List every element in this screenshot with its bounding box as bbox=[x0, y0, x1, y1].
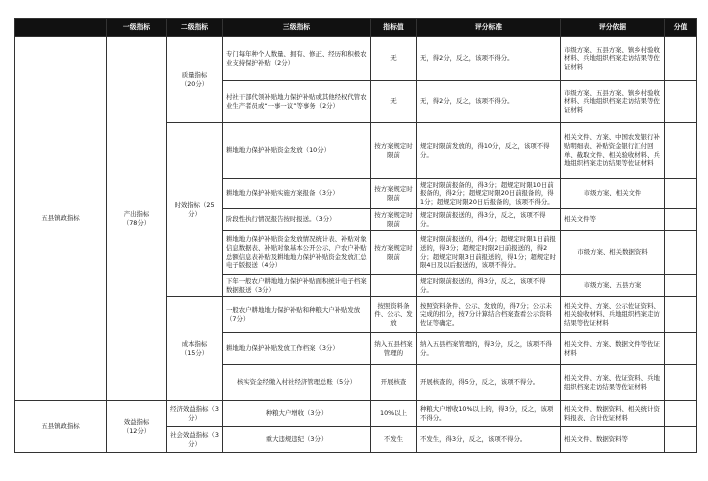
indicator-cell: 下年一般农户耕地地力保护补贴面积统计电子档案数据报送（3分） bbox=[223, 275, 371, 297]
value-cell: 开展核查 bbox=[371, 365, 417, 401]
indicator-cell: 一般农户耕地地力保护补贴和种粮大户补贴发放（7分） bbox=[223, 297, 371, 333]
indicator-cell: 核实资金经缴入村社经济管理总账（5分） bbox=[223, 365, 371, 401]
basis-cell: 相关文件、方案、公示佐证资料、相关验收材料、兵地组织档案走访结果等佐证材料 bbox=[561, 297, 665, 333]
header-level2: 二级指标 bbox=[167, 19, 223, 37]
level2-cell: 成本指标 （15分） bbox=[167, 297, 223, 401]
header-level1: 一级指标 bbox=[107, 19, 167, 37]
score-cell bbox=[665, 297, 697, 333]
value-cell: 按方案规定时限前 bbox=[371, 209, 417, 231]
value-cell: 按方案规定时限前 bbox=[371, 123, 417, 179]
indicator-cell: 耕地地力保护补贴实施方案报备（3分） bbox=[223, 179, 371, 209]
header-standard: 评分标准 bbox=[417, 19, 561, 37]
header-score: 分值 bbox=[665, 19, 697, 37]
basis-cell: 相关文件、方案、佐证资料、兵地组织档案走访结果等佐证材料 bbox=[561, 365, 665, 401]
indicator-cell: 耕地地力保护补贴资金发放情况统计表、补贴对象信息数据表、补贴对象基本公开公示、户农户补贴总额信息表补贴及耕地地力保护补贴资金发放汇总电子版报送（4分） bbox=[223, 231, 371, 275]
standard-cell: 规定时限前报送的，得3分，反之，该项不得分。 bbox=[417, 275, 561, 297]
table-row bbox=[15, 401, 697, 427]
score-cell bbox=[665, 209, 697, 231]
score-cell bbox=[665, 275, 697, 297]
header-basis: 评分依据 bbox=[561, 19, 665, 37]
value-cell: 按方案规定时限前 bbox=[371, 179, 417, 209]
value-cell: 无 bbox=[371, 81, 417, 123]
score-cell bbox=[665, 427, 697, 453]
indicator-cell: 村社干部代领补贴地力保护补贴或其他经权代管农业生产者员或“一事一议”等事务（2分） bbox=[223, 81, 371, 123]
score-cell bbox=[665, 231, 697, 275]
basis-cell: 市级方案、相关数据资料 bbox=[561, 231, 665, 275]
standard-cell: 种粮大户增收10%以上的，得3分，反之，该项不得分。 bbox=[417, 401, 561, 427]
basis-cell: 市级方案、五县方案、镇乡村验收材料、兵地组织档案走访结果等佐证材料 bbox=[561, 81, 665, 123]
value-cell: 不发生 bbox=[371, 427, 417, 453]
indicator-cell: 重大违规违纪（3分） bbox=[223, 427, 371, 453]
basis-cell: 相关文件、数据资料等 bbox=[561, 427, 665, 453]
header-cell-blank bbox=[15, 19, 107, 37]
score-cell bbox=[665, 333, 697, 365]
performance-indicator-table bbox=[14, 18, 697, 453]
header-value: 指标值 bbox=[371, 19, 417, 37]
score-cell bbox=[665, 179, 697, 209]
indicator-cell: 专门每年种个人数量、拥有、修正、经历和积极农业支持保护补贴（2分） bbox=[223, 37, 371, 81]
basis-cell: 相关文件、方案、数据文件等佐证材料 bbox=[561, 333, 665, 365]
standard-cell: 无，得2分，反之，该项不得分。 bbox=[417, 37, 561, 81]
score-cell bbox=[665, 365, 697, 401]
area-cell: 五县镇政指标 bbox=[15, 37, 107, 401]
level2-cell: 时效指标（25分） bbox=[167, 123, 223, 297]
value-cell: 按方案规定时限前 bbox=[371, 231, 417, 275]
indicator-cell: 耕地地力保护补贴发放工作档案（3分） bbox=[223, 333, 371, 365]
score-cell bbox=[665, 81, 697, 123]
basis-cell: 相关文件、数据资料、相关统计资料报表、合计佐证材料 bbox=[561, 401, 665, 427]
standard-cell: 规定时限前发放的，得10分，反之，该项不得分。 bbox=[417, 123, 561, 179]
table-row bbox=[15, 37, 697, 81]
basis-cell: 市级方案、五县方案、镇乡村验收材料、兵地组织档案走访结果等佐证材料 bbox=[561, 37, 665, 81]
basis-cell: 市级方案、五县方案 bbox=[561, 275, 665, 297]
score-cell bbox=[665, 37, 697, 81]
level2-cell: 质量指标 （20分） bbox=[167, 37, 223, 123]
indicator-cell: 种粮大户增收（3分） bbox=[223, 401, 371, 427]
value-cell bbox=[371, 275, 417, 297]
level1-cell: 产出指标 （78分） bbox=[107, 37, 167, 401]
value-cell: 纳入五县档案管理的 bbox=[371, 333, 417, 365]
score-cell bbox=[665, 401, 697, 427]
header-row bbox=[15, 19, 697, 37]
indicator-cell: 阶段性执行情况报告按时报送。（3分） bbox=[223, 209, 371, 231]
standard-cell: 开展核查的，得5分，反之，该项不得分。 bbox=[417, 365, 561, 401]
standard-cell: 规定时限前报备的，得3分；超规定时限10日前报备的，得2分；超规定时限20日前报备的，得1分；超规定时限20日后报备的，该项不得分。 bbox=[417, 179, 561, 209]
level2-cell: 经济效益指标（3分） bbox=[167, 401, 223, 427]
indicator-cell: 耕地地力保护补贴资金发放（10分） bbox=[223, 123, 371, 179]
level1-cell: 效益指标 （12分） bbox=[107, 401, 167, 453]
value-cell: 10%以上 bbox=[371, 401, 417, 427]
standard-cell: 纳入五县档案管理的，得3分，反之，该项不得分。 bbox=[417, 333, 561, 365]
header-level3: 三级指标 bbox=[223, 19, 371, 37]
basis-cell: 相关文件等 bbox=[561, 209, 665, 231]
standard-cell: 规定时限前报送的，得4分；超规定时限1日前报送的，得3分；超规定时限2日前报送的，得2分；超规定时限3日前报送的，得1分；超规定时限4日及以后报送的，该项不得分。 bbox=[417, 231, 561, 275]
basis-cell: 相关文件、方案、中国农发银行补贴明细表、补贴资金银行汇付回单、截取文件、相关验收材料、兵地组织档案走访结果等佐证材料 bbox=[561, 123, 665, 179]
area-cell: 五县镇政指标 bbox=[15, 401, 107, 453]
standard-cell: 规定时限前报送的，得3分，反之，该项不得分。 bbox=[417, 209, 561, 231]
standard-cell: 不发生，得3分，反之，该项不得分。 bbox=[417, 427, 561, 453]
standard-cell: 按照资料条件、公示、发放的，得7分；公示未完成的扣分，按7分计算结合档案查看公示资料佐证等确定。 bbox=[417, 297, 561, 333]
score-cell bbox=[665, 123, 697, 179]
value-cell: 按照资料条件、公示、发放 bbox=[371, 297, 417, 333]
value-cell: 无 bbox=[371, 37, 417, 81]
standard-cell: 无，得2分，反之，该项不得分。 bbox=[417, 81, 561, 123]
basis-cell: 市级方案、相关文件 bbox=[561, 179, 665, 209]
level2-cell: 社会效益指标（3分） bbox=[167, 427, 223, 453]
